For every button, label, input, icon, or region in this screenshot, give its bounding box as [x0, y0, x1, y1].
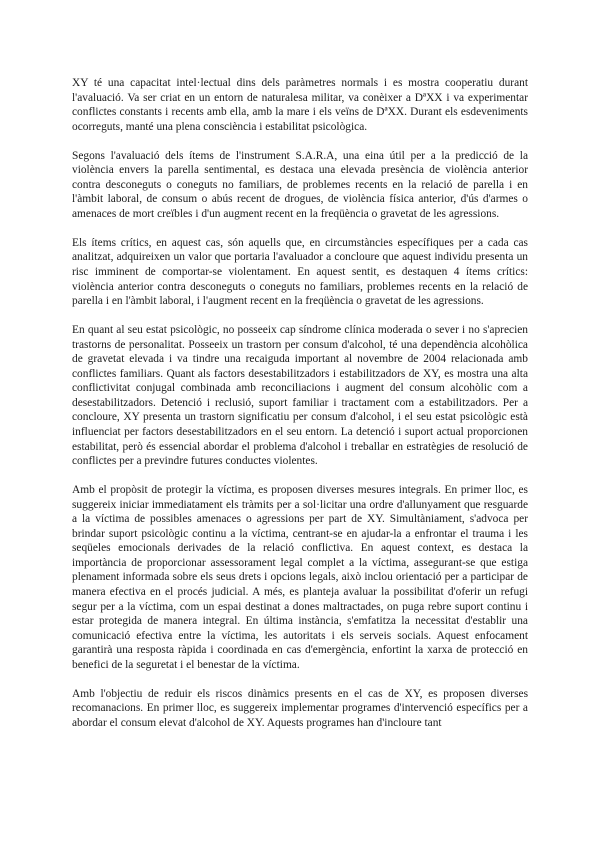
paragraph-psychological-state: En quant al seu estat psicològic, no posseeix cap síndrome clínica moderada o sever i no s'aprecien trastorns de personalitat. Posseeix un trastorn per consum d'alcohol, té una dependència alcohòlica de gravetat elevada i va tindre una recaiguda important al novembre de 2004 relacionada amb conflictes familiars. Quant als factors desestabilitzadors i estabilitzadors de XY, es mostra una alta conflictivitat conjugal combinada amb reconciliacions i augment del consum alcohòlic com a desestabilitzadors. Detenció i reclusió, suport familiar i tractament com a estabilitzadors. Per a concloure, XY presenta un trastorn significatiu per consum d'alcohol, i el seu estat psicològic està influenciat per factors desestabilitzadors en el seu entorn. La detenció i suport actual proporcionen estabilitat, però és essencial abordar el problema d'alcohol i treballar en estratègies de resolució de conflictes per a previndre futures conductes violentes.	[72, 324, 528, 468]
paragraph-sara-evaluation: Segons l'avaluació dels ítems de l'instrument S.A.R.A, una eina útil per a la predicció de la violència envers la parella sentimental, es destaca una elevada presència de violència anterior contra desconeguts o coneguts no familiars, de problemes recents en la relació de parella i en l'àmbit laboral, de consum o abús recent de drogues, de violència física anterior, d'ús d'armes o amenaces de mort creïbles i d'un augment recent en la freqüència o gravetat de les agressions.	[72, 149, 528, 220]
paragraph-critical-items: Els ítems crítics, en aquest cas, són aquells que, en circumstàncies específiques per a cada cas analitzat, adquireixen un valor que portaria l'avaluador a concloure que aquest individu presenta un risc imminent de comportar-se violentament. En aquest sentit, es destaquen 4 ítems crítics: violència anterior contra desconeguts o coneguts no familiars, problemes recents en la relació de parella i en l'àmbit laboral, i l'augment recent en la freqüència o gravetat de les agressions.	[72, 236, 528, 308]
document-page	[72, 76, 528, 745]
paragraph-risk-reduction: Amb l'objectiu de reduir els riscos dinàmics presents en el cas de XY, es proposen diverses recomanacions. En primer lloc, es suggereix implementar programes d'intervenció específics per a abordar el consum elevat d'alcohol de XY. Aquests programes han d'incloure tant	[72, 687, 528, 729]
paragraph-victim-protection: Amb el propòsit de protegir la víctima, es proposen diverses mesures integrals. En primer lloc, es suggereix iniciar immediatament els tràmits per a sol·licitar una ordre d'allunyament que resguarde a la víctima de possibles amenaces o agressions per part de XY. Simultàniament, s'advoca per brindar suport psicològic continu a la víctima, centrant-se en ajudar-la a enfrontar el trauma i les seqüeles emocionals derivades de la relació conflictiva. En aquest context, es destaca la importància de proporcionar assessorament legal complet a la víctima, assegurant-se que estiga plenament informada sobre els seus drets i opcions legals, això inclou orientació per a participar de manera efectiva en el procés judicial. A més, es planteja avaluar la possibilitat d'oferir un refugi segur per a la víctima, com un espai destinat a dones maltractades, on puga rebre suport continu i estar protegida de manera integral. En última instància, s'emfatitza la necessitat d'establir una comunicació efectiva entre la víctima, les autoritats i els serveis socials. Aquest enfocament garantirà una resposta ràpida i coordinada en cas d'emergència, enfortint la xarxa de protecció en benefici de la seguretat i el benestar de la víctima.	[72, 484, 528, 671]
paragraph-assessment-summary: XY té una capacitat intel·lectual dins dels paràmetres normals i es mostra cooperatiu durant l'avaluació. Va ser criat en un entorn de naturalesa militar, va conèixer a DªXX i va experimentar conflictes constants i recents amb ella, amb la mare i els veïns de DªXX. Durant els esdeveniments ocorreguts, manté una plena consciència i estabilitat psicològica.	[72, 77, 528, 133]
